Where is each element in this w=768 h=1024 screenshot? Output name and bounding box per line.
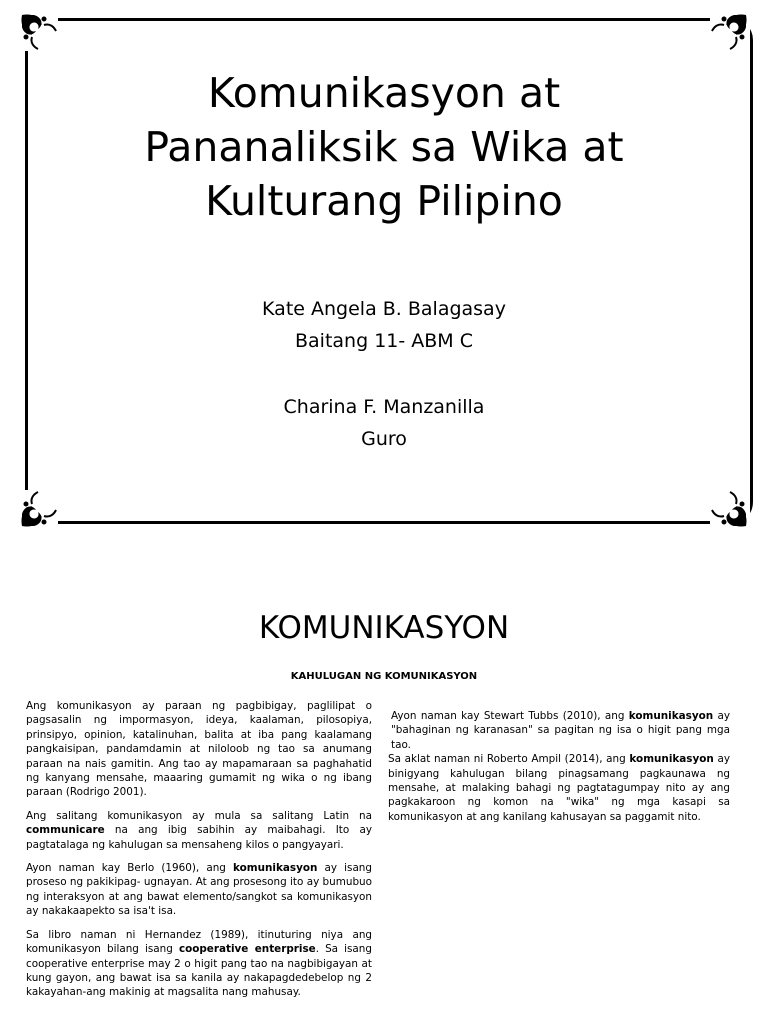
bold-term: cooperative enterprise (178, 943, 316, 956)
corner-ornament-icon (18, 11, 58, 51)
paragraph: Ang salitang komunikasyon ay mula sa salitang Latin na communicare na ang ibig sabihin ay maibahagi. Ito ay pagtatalaga ng kahulugan sa mensaheng kilos o pangyayari. (26, 809, 372, 851)
corner-ornament-icon (710, 490, 750, 530)
grade-section: Baitang 11- ABM C (295, 330, 473, 352)
left-column (26, 699, 372, 1009)
paragraph: Ayon naman kay Berlo (1960), ang komunikasyon ay isang proseso ng pakikipag- ugnayan. At ang prosesong ito ay bumubuo ng interaksyon at ang bawat elemento/sangkot sa komunikasyon ay nakakaapekto sa isa't isa. (26, 862, 372, 918)
content-page (0, 560, 768, 1024)
bold-term: communicare (26, 824, 105, 837)
corner-ornament-icon (710, 11, 750, 51)
document-title: Komunikasyon at Pananaliksik sa Wika at Kulturang Pilipino (144, 69, 624, 225)
teacher-role: Guro (361, 428, 407, 450)
paragraph: Sa aklat naman ni Roberto Ampil (2014), ang komunikasyon ay binigyang kahulugan bilang pinagsamang pagkaunawa ng mensahe, at malaking bahagi ng pagtatagumpay nito ay ang pagkakaroon ng komon na "wika" ng mga kasapi sa komunikasyon at ang kanilang kahusayan sa paggamit nito. (388, 753, 730, 823)
bold-term: komunikasyon (629, 753, 714, 766)
section-heading: KOMUNIKASYON (258, 610, 510, 646)
paragraph: Ayon naman kay Stewart Tubbs (2010), ang komunikasyon ay "bahaginan ng karanasan" sa pagitan ng isa o higit pang mga tao. (391, 710, 730, 751)
corner-ornament-icon (18, 490, 58, 530)
student-name: Kate Angela B. Balagasay (262, 298, 506, 320)
bold-term: komunikasyon (628, 710, 714, 722)
paragraph: Ang komunikasyon ay paraan ng pagbibigay, paglilipat o pagsasalin ng impormasyon, ideya, kaalaman, pilosopiya, prinsipyo, opinion, katalinuhan, balita at iba pang kaalamang pangkaisipan, pandamdamin at niloloob ng tao sa anumang paraan na nais gamitin. Ang tao ay mapamaraan sa paghahatid ng kanyang mensahe, maaaring gumamit ng wika o ng ibang paraan (Rodrigo 2001). (26, 700, 372, 799)
paragraph: Sa libro naman ni Hernandez (1989), itinuturing niya ang komunikasyon bilang isang cooperative enterprise. Sa isang cooperative enterprise may 2 o higit pang tao na nagbibigayan at kung gayon, ang bawat isa sa kanila ay nakapagdedebelop ng 2 kakayahan-ang makinig at magsalita nang mahusay. (26, 928, 372, 999)
right-column (388, 709, 730, 824)
student-info (100, 293, 668, 357)
section-subheading: KAHULUGAN NG KOMUNIKASYON (290, 671, 478, 682)
teacher-name: Charina F. Manzanilla (283, 396, 485, 418)
bold-term: komunikasyon (233, 862, 318, 875)
teacher-info (100, 391, 668, 455)
